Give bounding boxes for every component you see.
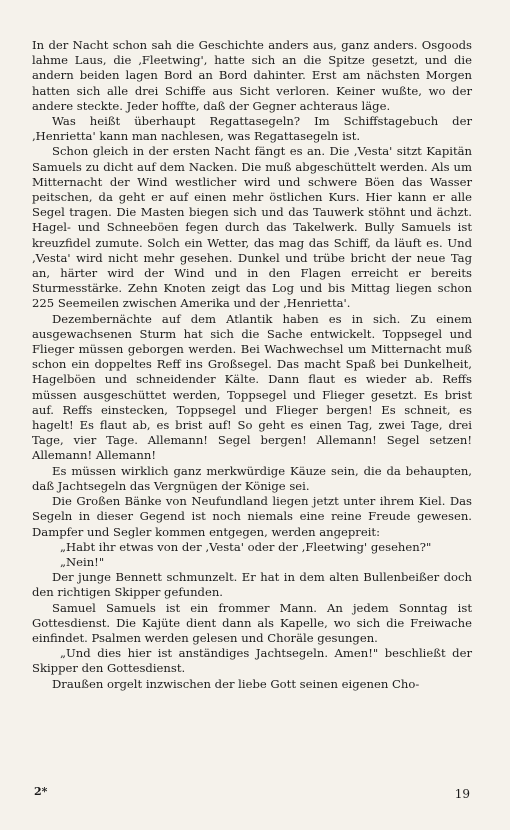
paragraph: „Nein!" (60, 554, 105, 569)
page-number: 19 (454, 787, 470, 801)
paragraph: Es müssen wirklich ganz merkwürdige Käuze sein, die da behaupten, daß Jachtsegeln das Vergnügen der Könige sei. (32, 463, 472, 493)
paragraph: Was heißt überhaupt Regattasegeln? Im Schiffstagebuch der ‚Henrietta' kann man nachlesen, was Regattasegeln ist. (32, 114, 472, 144)
paragraph: „Und dies hier ist anständiges Jachtsegeln. Amen!" beschließt der Skipper den Gottesdienst. (32, 646, 472, 676)
paragraph: Schon gleich in der ersten Nacht fängt es an. Die ‚Vesta' sitzt Kapitän Samuels zu dicht auf dem Nacken. Die muß abgeschüttelt werden. Als um Mitternacht der Wind westlicher wird und schwere Böen das Wasser peitschen, da geht er auf einen mehr östlichen Kurs. Hier kann er alle Segel tragen. Die Masten biegen sich und das Tauwerk stöhnt und ächzt. Hagel- und Schneeböen fegen durch das Takelwerk. Bully Samuels ist kreuzfidel zumute. Solch ein Wetter, das mag das Schiff, da läuft es. Und ‚Vesta' wird nicht mehr gesehen. Dunkel und trübe bricht der neue Tag an, härter wird der Wind und in den Flagen erreicht er bereits Sturmesstärke. Zehn Knoten zeigt das Log und bis Mittag liegen schon 225 Seemeilen zwischen Amerika und der ‚Henrietta'. (32, 144, 472, 311)
body-text (32, 38, 472, 692)
paragraph: Draußen orgelt inzwischen der liebe Gott seinen eigenen Cho- (52, 676, 420, 691)
paragraph: Der junge Bennett schmunzelt. Er hat in dem alten Bullenbeißer doch den richtigen Skipper gefunden. (32, 570, 472, 600)
paragraph: Dezembernächte auf dem Atlantik haben es in sich. Zu einem ausgewachsenen Sturm hat sich die Sache entwickelt. Toppsegel und Flieger müssen geborgen werden. Bei Wachwechsel um Mitternacht muß schon ein doppeltes Reff ins Großsegel. Das macht Spaß bei Dunkelheit, Hagelböen und schneidender Kälte. Dann flaut es wieder ab. Reffs müssen ausgeschüttet werden, Toppsegel und Flieger gesetzt. Es brist auf. Reffs einstecken, Toppsegel und Flieger bergen! Es schneit, es hagelt! Es flaut ab, es brist auf! So geht es einen Tag, zwei Tage, drei Tage, vier Tage. Allemann! Segel bergen! Allemann! Segel setzen! Allemann! Allemann! (32, 311, 472, 463)
paragraph: „Habt ihr etwas von der ‚Vesta' oder der ‚Fleetwing' gesehen?" (60, 539, 432, 554)
paragraph: Samuel Samuels ist ein frommer Mann. An jedem Sonntag ist Gottesdienst. Die Kajüte dient dann als Kapelle, wo sich die Freiwache einfindet. Psalmen werden gelesen und Choräle gesungen. (32, 600, 472, 645)
signature-mark: 2* (34, 785, 48, 798)
paragraph: Die Großen Bänke von Neufundland liegen jetzt unter ihrem Kiel. Das Segeln in dieser Gegend ist noch niemals eine reine Freude gewesen. Dampfer und Segler kommen entgegen, werden angepreit: (32, 494, 472, 539)
paragraph: In der Nacht schon sah die Geschichte anders aus, ganz anders. Osgoods lahme Laus, die ‚Fleetwing', hatte sich an die Spitze gesetzt, und die andern beiden lagen Bord an Bord dahinter. Erst am nächsten Morgen hatten sich alle drei Schiffe aus Sicht verloren. Keiner wußte, wo der andere steckte. Jeder hoffte, daß der Gegner achteraus läge. (32, 38, 472, 113)
